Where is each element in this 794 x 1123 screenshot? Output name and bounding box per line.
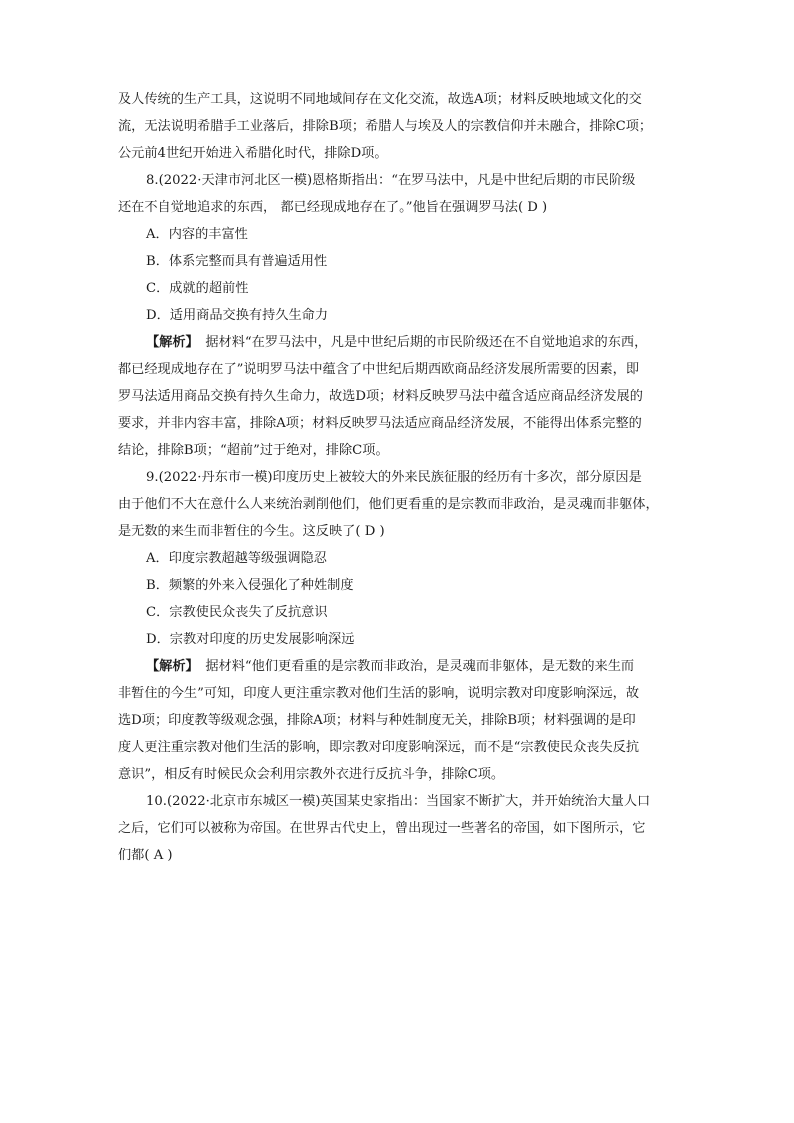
analysis-tag: 【解析】 [146, 659, 193, 674]
text-line [118, 734, 678, 761]
text-line [118, 194, 678, 221]
line-text: 非暂住的今生”可知，印度人更注重宗教对他们生活的影响，说明宗教对印度影响深远，故 [118, 686, 640, 701]
line-text: 据材料“他们更看重的是宗教而非政治，是灵魂而非躯体，是无数的来生而 [192, 659, 635, 674]
text-line [118, 410, 678, 437]
line-text: 要求，并非内容丰富，排除A项；材料反映罗马法适应商品经济发展，不能得出体系完整的 [118, 416, 642, 431]
document-page [118, 86, 678, 869]
text-line [118, 707, 678, 734]
text-line [118, 302, 678, 329]
line-text: 10.(2022·北京市东城区一模)英国某史家指出：当国家不断扩大，并开始统治大量人口 [146, 794, 651, 809]
text-line [118, 599, 678, 626]
text-line [118, 356, 678, 383]
text-line [118, 248, 678, 275]
line-text: B．体系完整而具有普遍适用性 [146, 254, 328, 269]
text-line [118, 788, 678, 815]
line-text: 及人传统的生产工具，这说明不同地域间存在文化交流，故选A项；材料反映地域文化的交 [118, 92, 642, 107]
text-line [118, 86, 678, 113]
line-text: 流，无法说明希腊手工业落后，排除B项；希腊人与埃及人的宗教信仰并未融合，排除C项； [118, 119, 653, 134]
text-line [118, 842, 678, 869]
line-text: 由于他们不大在意什么人来统治剥削他们，他们更看重的是宗教而非政治，是灵魂而非躯体， [118, 497, 659, 512]
line-text: 结论，排除B项；“超前”过于绝对，排除C项。 [118, 443, 389, 458]
line-text: 选D项；印度教等级观念强，排除A项；材料与种姓制度无关，排除B项；材料强调的是印 [118, 713, 636, 728]
text-line [118, 491, 678, 518]
line-text: 之后，它们可以被称为帝国。在世界古代史上，曾出现过一些著名的帝国，如下图所示，它 [118, 821, 646, 836]
line-text: 9.(2022·丹东市一模)印度历史上被较大的外来民族征服的经历有十多次，部分原因是 [146, 470, 642, 485]
text-line [118, 140, 678, 167]
text-line [118, 383, 678, 410]
text-line [118, 437, 678, 464]
text-line [118, 815, 678, 842]
line-text: 都已经现成地存在了”说明罗马法中蕴含了中世纪后期西欧商品经济发展所需要的因素，即 [118, 362, 640, 377]
text-line [118, 221, 678, 248]
text-line [118, 761, 678, 788]
text-line [118, 545, 678, 572]
line-text: 据材料“在罗马法中，凡是中世纪后期的市民阶级还在不自觉地追求的东西， [192, 335, 648, 350]
line-text: 们都( A ) [118, 848, 173, 863]
line-text: 罗马法适用商品交换有持久生命力，故选D项；材料反映罗马法中蕴含适应商品经济发展的 [118, 389, 643, 404]
line-text: D．适用商品交换有持久生命力 [146, 308, 329, 323]
line-text: 公元前4世纪开始进入希腊化时代，排除D项。 [118, 146, 388, 161]
line-text: 还在不自觉地追求的东西， 都已经现成地存在了。”他旨在强调罗马法( D ) [118, 200, 548, 215]
text-line [118, 626, 678, 653]
line-text: A．内容的丰富性 [146, 227, 248, 242]
text-line [118, 518, 678, 545]
text-line [118, 680, 678, 707]
line-text: C．成就的超前性 [146, 281, 249, 296]
text-line [118, 329, 678, 356]
text-line [118, 167, 678, 194]
line-text: A．印度宗教超越等级强调隐忍 [146, 551, 327, 566]
text-line [118, 113, 678, 140]
text-line [118, 464, 678, 491]
line-text: 是无数的来生而非暂住的今生。这反映了( D ) [118, 524, 385, 539]
text-line [118, 572, 678, 599]
line-text: 意识”，相反有时候民众会利用宗教外衣进行反抗斗争，排除C项。 [118, 767, 505, 782]
line-text: D．宗教对印度的历史发展影响深远 [146, 632, 355, 647]
line-text: C．宗教使民众丧失了反抗意识 [146, 605, 328, 620]
line-text: 度人更注重宗教对他们生活的影响，即宗教对印度影响深远，而不是“宗教使民众丧失反抗 [118, 740, 640, 755]
line-text: 8.(2022·天津市河北区一模)恩格斯指出：“在罗马法中，凡是中世纪后期的市民阶级 [146, 173, 636, 188]
analysis-tag: 【解析】 [146, 335, 193, 350]
line-text: B．频繁的外来入侵强化了种姓制度 [146, 578, 354, 593]
text-line [118, 653, 678, 680]
text-line [118, 275, 678, 302]
